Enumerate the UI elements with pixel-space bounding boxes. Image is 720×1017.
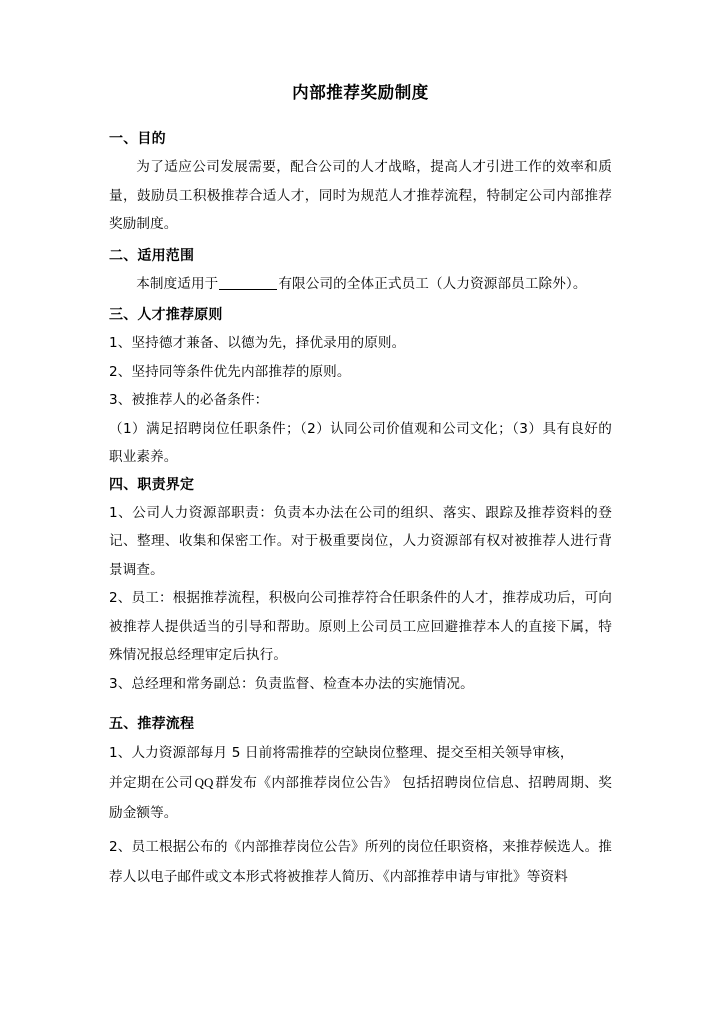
paragraph-scope-body bbox=[109, 270, 612, 299]
document-body bbox=[109, 80, 612, 892]
company-name-blank bbox=[219, 289, 277, 290]
list-item-responsibility-3: 3、总经理和常务副总：负责监督、检查本办法的实施情况。 bbox=[109, 675, 474, 692]
process-announcement-prefix: 并定期在公司 bbox=[109, 775, 194, 791]
paragraph-purpose-body: 为了适应公司发展需要，配合公司的人才战略，提高人才引进工作的效率和质量，鼓励员工积极推荐合适人才，同时为规范人才推荐流程，特制定公司内部推荐奖励制度。 bbox=[109, 159, 612, 232]
list-item-process-2: 2、员工根据公布的《内部推荐岗位公告》所列的岗位任职资格，来推荐候选人。推荐人以电子邮件或文本形式将被推荐人简历、《内部推荐申请与审批》等资料 bbox=[109, 839, 612, 885]
list-item-principle-3: 3、被推荐人的必备条件： bbox=[109, 392, 269, 408]
qq-label: QQ bbox=[194, 775, 214, 790]
process-announcement-suffix: 群发布《内部推荐岗位公告》 包括招聘岗位信息、招聘周期、奖励金额等。 bbox=[109, 775, 613, 821]
list-item-principle-2: 2、坚持同等条件优先内部推荐的原则。 bbox=[109, 363, 351, 380]
list-item-responsibility-1: 1、公司人力资源部职责：负责本办法在公司的组织、落实、跟踪及推荐资料的登记、整理、收集和保密工作。对于极重要岗位，人力资源部有权对被推荐人进行背景调查。 bbox=[109, 504, 612, 578]
spacer bbox=[109, 698, 612, 711]
document-title: 内部推荐奖励制度 bbox=[292, 83, 429, 102]
list-item-principle-1: 1、坚持德才兼备、以德为先，择优录用的原则。 bbox=[109, 335, 406, 351]
list-item-responsibility-2: 2、员工：根据推荐流程，积极向公司推荐符合任职条件的人才，推荐成功后，可向被推荐人提供适当的引导和帮助。原则上公司员工应回避推荐本人的直接下属，特殊情况报总经理审定后执行。 bbox=[109, 590, 612, 663]
section-heading-process: 五、推荐流程 bbox=[109, 716, 195, 732]
section-heading-purpose: 一、目的 bbox=[109, 131, 166, 147]
list-item-principle-3-conditions: （1）满足招聘岗位任职条件；（2）认同公司价值观和公司文化；（3）具有良好的职业素养。 bbox=[109, 420, 612, 465]
section-heading-principles: 三、人才推荐原则 bbox=[109, 307, 223, 323]
list-item-process-1-line-2 bbox=[109, 768, 612, 828]
scope-text-suffix: 有限公司的全体正式员工（人力资源部员工除外）。 bbox=[278, 275, 587, 292]
section-heading-scope: 二、适用范围 bbox=[109, 247, 195, 264]
list-item-process-1-line-1: 1、人力资源部每月 5 日前将需推荐的空缺岗位整理、提交至相关领导审核， bbox=[109, 745, 574, 761]
section-heading-responsibilities: 四、职责界定 bbox=[109, 476, 195, 493]
scope-text-prefix: 本制度适用于 bbox=[136, 275, 219, 292]
